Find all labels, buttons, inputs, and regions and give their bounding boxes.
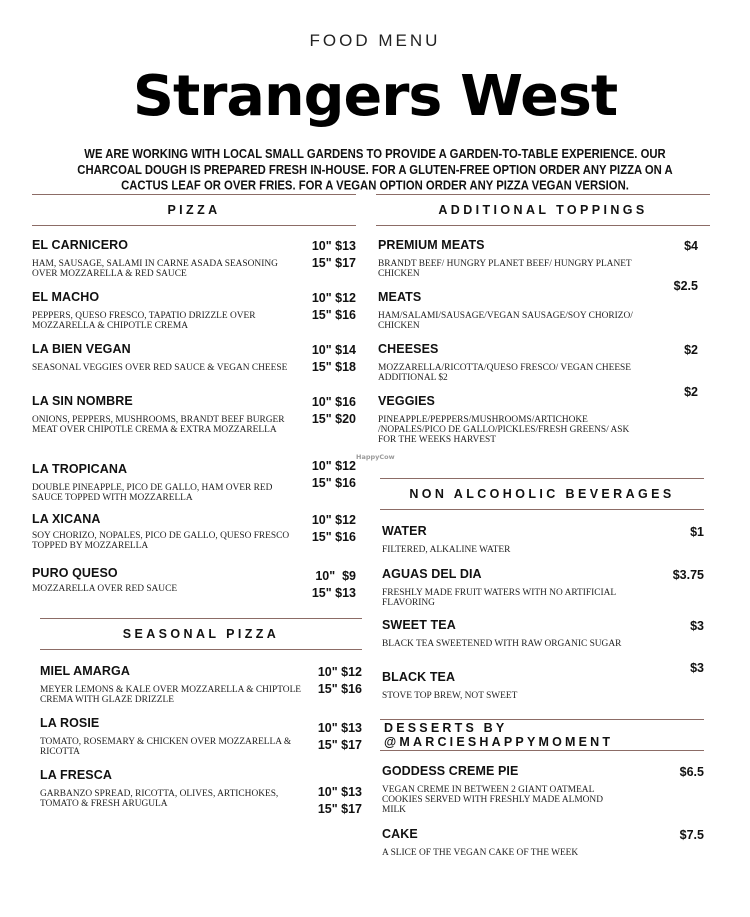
item-price: $1 [690, 525, 704, 539]
section-header [40, 618, 362, 650]
item-name: LA TROPICANA [32, 462, 128, 476]
menu-item [32, 566, 356, 600]
item-price: 10" $13 15" $17 [317, 785, 362, 816]
pizza-section [32, 194, 356, 614]
item-description: A SLICE OF THE VEGAN CAKE OF THE WEEK [382, 848, 579, 858]
item-description: MEYER LEMONS & KALE OVER MOZZARELLA & CHIPTOLE CREMA WITH GLAZE DRIZZLE [40, 685, 302, 705]
item-description: MOZZARELLA/RICOTTA/QUESO FRESCO/ VEGAN CHEESE ADDITIONAL $2 [378, 363, 631, 383]
item-description: FILTERED, ALKALINE WATER [382, 545, 511, 555]
item-price: $2.5 [673, 279, 698, 293]
item-price: 10" $16 15" $20 [311, 395, 356, 426]
item-name: PURO QUESO [32, 566, 118, 580]
item-price: 10" $9 15" $13 [311, 569, 356, 600]
item-description: MOZZARELLA OVER RED SAUCE [32, 584, 178, 594]
menu-item [40, 716, 362, 757]
menu-item [382, 618, 704, 649]
section-title: PIZZA [167, 203, 221, 217]
seasonal-pizza-section [40, 618, 362, 818]
item-price: $4 [684, 239, 698, 253]
menu-item [32, 512, 356, 551]
menu-item [382, 524, 704, 555]
item-name: WATER [382, 524, 427, 538]
menu-item [40, 768, 362, 816]
item-name: MEATS [378, 290, 422, 304]
item-description: BLACK TEA SWEETENED WITH RAW ORGANIC SUGAR [382, 639, 622, 649]
menu-item [32, 459, 356, 503]
section-title: SEASONAL PIZZA [122, 627, 280, 641]
item-price: $7.5 [679, 828, 704, 842]
menu-item [382, 567, 704, 608]
item-name: CHEESES [378, 342, 439, 356]
item-name: EL CARNICERO [32, 238, 129, 252]
section-title: ADDITIONAL TOPPINGS [438, 203, 648, 217]
menu-item [32, 394, 356, 435]
section-header [380, 478, 704, 510]
item-name: EL MACHO [32, 290, 100, 304]
menu-item [378, 238, 698, 279]
item-price: $2 [684, 343, 698, 357]
item-price: 10" $13 15" $17 [311, 239, 356, 270]
item-price: $3 [690, 619, 704, 633]
item-name: CAKE [382, 827, 418, 841]
menu-subtitle: FOOD MENU [309, 31, 441, 50]
menu-item [32, 238, 356, 279]
item-description: HAM, SAUSAGE, SALAMI IN CARNE ASADA SEASONING OVER MOZZARELLA & RED SAUCE [32, 259, 278, 279]
menu-item [378, 385, 698, 445]
section-header [32, 194, 356, 226]
item-description: DOUBLE PINEAPPLE, PICO DE GALLO, HAM OVER RED SAUCE TOPPED WITH MOZZARELLA [32, 483, 273, 503]
menu-item [382, 661, 704, 701]
item-description: BRANDT BEEF/ HUNGRY PLANET BEEF/ HUNGRY PLANET CHICKEN [378, 259, 632, 279]
item-price: 10" $12 15" $16 [311, 513, 356, 544]
menu-item [382, 827, 704, 858]
item-price: $3.75 [672, 568, 704, 582]
item-description: PINEAPPLE/PEPPERS/MUSHROOMS/ARTICHOKE /NOPALES/PICO DE GALLO/PICKLES/FRESH GREENS/ ASK FOR THE WEEKS HARVEST [378, 415, 630, 445]
item-description: PEPPERS, QUESO FRESCO, TAPATIO DRIZZLE OVER MOZZARELLA & CHIPOTLE CREMA [32, 311, 256, 331]
item-description: GARBANZO SPREAD, RICOTTA, OLIVES, ARTICHOKES, TOMATO & FRESH ARUGULA [40, 789, 279, 809]
menu-item [32, 290, 356, 331]
menu-item [40, 664, 362, 705]
happycow-watermark: HappyCow [356, 453, 395, 461]
item-name: MIEL AMARGA [40, 664, 130, 678]
item-description: FRESHLY MADE FRUIT WATERS WITH NO ARTIFICIAL FLAVORING [382, 588, 616, 608]
item-name: LA ROSIE [40, 716, 100, 730]
item-price: 10" $13 15" $17 [317, 721, 362, 752]
item-name: VEGGIES [378, 394, 435, 408]
section-title: DESSERTS BY @MARCIESHAPPYMOMENT [384, 721, 614, 749]
item-description: SEASONAL VEGGIES OVER RED SAUCE & VEGAN CHEESE [32, 363, 288, 373]
item-price: 10" $12 15" $16 [311, 459, 356, 490]
menu-item [378, 279, 698, 331]
item-description: ONIONS, PEPPERS, MUSHROOMS, BRANDT BEEF BURGER MEAT OVER CHIPOTLE CREMA & EXTRA MOZZARELLA [32, 415, 285, 435]
item-price: 10" $12 15" $16 [317, 665, 362, 696]
item-price: 10" $12 15" $16 [311, 291, 356, 322]
beverages-section [380, 478, 704, 708]
item-description: TOMATO, ROSEMARY & CHICKEN OVER MOZZARELLA & RICOTTA [40, 737, 292, 757]
desserts-section [380, 719, 704, 869]
section-title: NON ALCOHOLIC BEVERAGES [409, 487, 675, 501]
item-name: BLACK TEA [382, 670, 456, 684]
menu-item [378, 342, 698, 383]
item-name: PREMIUM MEATS [378, 238, 485, 252]
toppings-section [376, 194, 710, 454]
item-description: VEGAN CREME IN BETWEEN 2 GIANT OATMEAL COOKIES SERVED WITH FRESHLY MADE ALMOND MILK [382, 785, 603, 815]
menu-item [382, 764, 704, 815]
restaurant-name: Strangers West [132, 64, 618, 129]
item-price: 10" $14 15" $18 [311, 343, 356, 374]
item-name: LA FRESCA [40, 768, 112, 782]
intro-text: WE ARE WORKING WITH LOCAL SMALL GARDENS TO PROVIDE A GARDEN-TO-TABLE EXPERIENCE. OUR CHARCOAL DOUGH IS PREPARED FRESH IN-HOUSE. FOR A GLUTEN-FREE OPTION ORDER ANY PIZZA ON A CACTUS LEAF OR OVER FRIES. FOR A VEGAN OPTION ORDER ANY PIZZA VEGAN VERSION. [77, 148, 673, 193]
section-header [380, 719, 704, 751]
item-price: $3 [690, 661, 704, 675]
item-name: LA SIN NOMBRE [32, 394, 133, 408]
item-price: $6.5 [679, 765, 704, 779]
item-description: STOVE TOP BREW, NOT SWEET [382, 691, 518, 701]
item-name: AGUAS DEL DIA [382, 567, 482, 581]
section-header [376, 194, 710, 226]
item-price: $2 [684, 385, 698, 399]
item-name: LA XICANA [32, 512, 101, 526]
item-name: SWEET TEA [382, 618, 456, 632]
item-description: SOY CHORIZO, NOPALES, PICO DE GALLO, QUESO FRESCO TOPPED BY MOZZARELLA [32, 531, 290, 551]
item-description: HAM/SALAMI/SAUSAGE/VEGAN SAUSAGE/SOY CHORIZO/ CHICKEN [378, 311, 633, 331]
item-name: GODDESS CREME PIE [382, 764, 519, 778]
item-name: LA BIEN VEGAN [32, 342, 131, 356]
menu-item [32, 342, 356, 373]
